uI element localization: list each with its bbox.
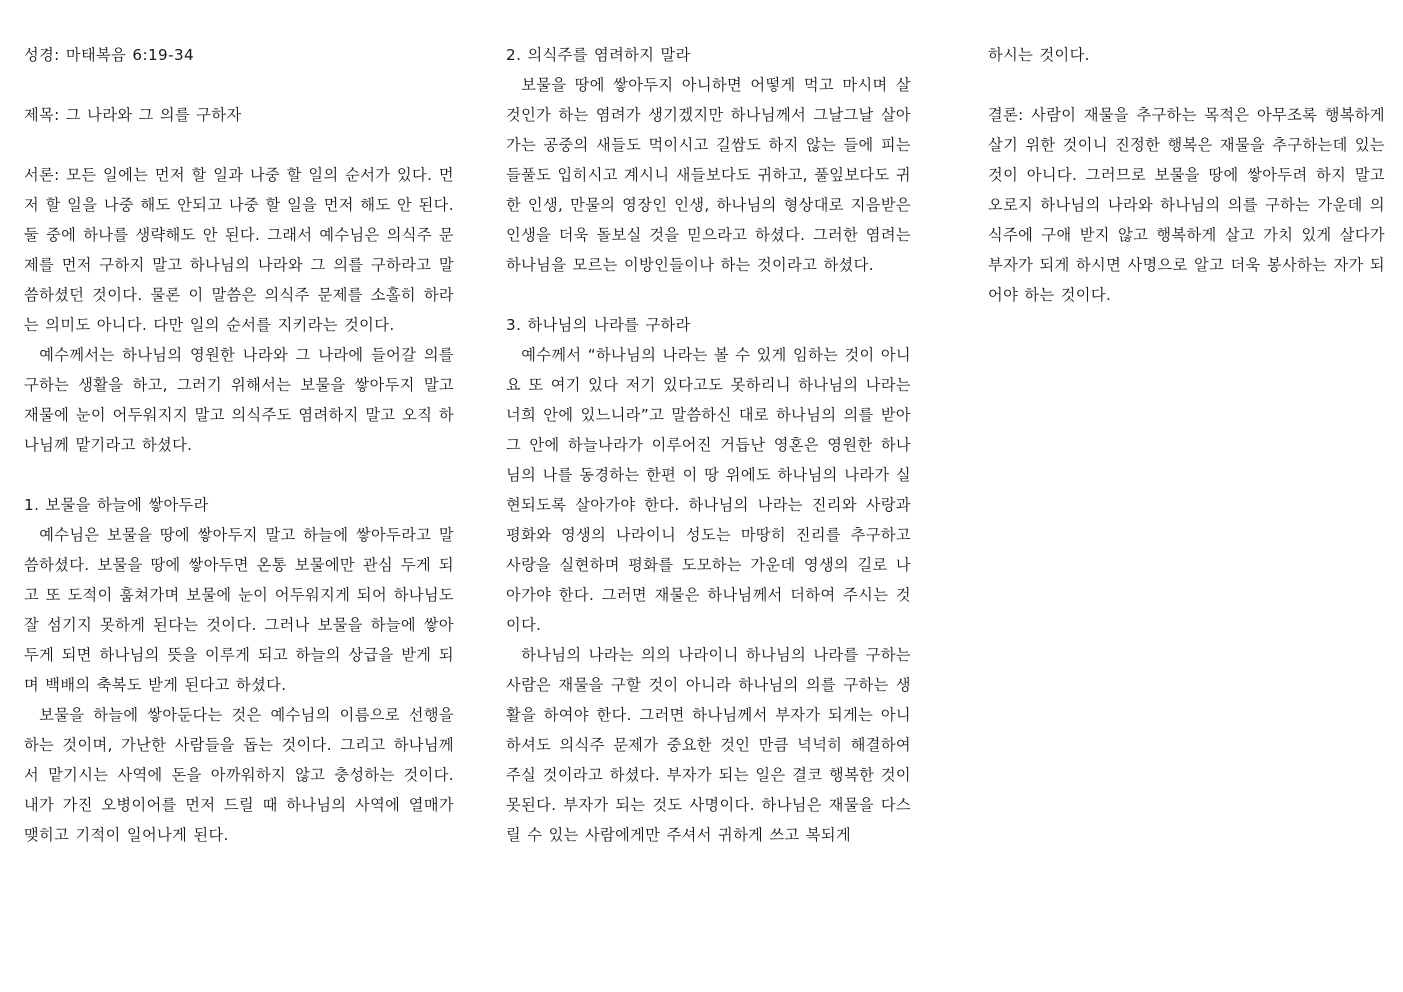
body-paragraph: 보물을 땅에 쌓아두지 아니하면 어떻게 먹고 마시며 살 것인가 하는 염려가 생기겠지만 하나님께서 그날그날 살아가는 공중의 새들도 먹이시고 길쌈도 하지 않는 들에 피는 들풀도 입히시고 계시니 새들보다도 귀하고, 풀잎보다도 귀한 인생, 만물의 영장인 인생, 하나님의 형상대로 지음받은 인생을 더욱 돌보실 것을 믿으라고 하셨다. 그러한 염려는 하나님을 모르는 이방인들이나 하는 것이라고 하셨다. <box>506 76 911 274</box>
body-paragraph: 결론: 사람이 재물을 추구하는 목적은 아무조록 행복하게 살기 위한 것이니 진정한 행복은 재물을 추구하는데 있는 것이 아니다. 그러므로 보물을 땅에 쌓아두려 하지 말고 오로지 하나님의 나라와 하나님의 의를 구하는 가운데 의식주에 구애 받지 않고 행복하게 살고 가치 있게 살다가 부자가 되게 하시면 사명으로 알고 더욱 봉사하는 자가 되어야 하는 것이다. <box>988 106 1385 304</box>
heading-line: 제목: 그 나라와 그 의를 구하자 <box>24 106 242 124</box>
body-paragraph: 보물을 하늘에 쌓아둔다는 것은 예수님의 이름으로 선행을 하는 것이며, 가난한 사람들을 돕는 것이다. 그리고 하나님께서 맡기시는 사역에 돈을 아까워하지 않고 충성하는 것이다. 내가 가진 오병이어를 먼저 드릴 때 하나님의 사역에 열매가 맺히고 기적이 일어나게 된다. <box>24 706 454 844</box>
paragraph-gap <box>988 70 1385 100</box>
heading-line: 하시는 것이다. <box>988 46 1090 64</box>
text-column-3 <box>988 40 1385 310</box>
body-paragraph: 하나님의 나라는 의의 나라이니 하나님의 나라를 구하는 사람은 재물을 구할 것이 아니라 하나님의 의를 구하는 생활을 하여야 한다. 그러면 하나님께서 부자가 되게는 아니하셔도 의식주 문제가 중요한 것인 만큼 넉넉히 해결하여 주실 것이라고 하셨다. 부자가 되는 일은 결코 행복한 것이 못된다. 부자가 되는 것도 사명이다. 하나님은 재물을 다스릴 수 있는 사람에게만 주셔서 귀하게 쓰고 복되게 <box>506 646 911 844</box>
text-column-1 <box>24 40 454 850</box>
body-paragraph: 예수께서 “하나님의 나라는 볼 수 있게 임하는 것이 아니요 또 여기 있다 저기 있다고도 못하리니 하나님의 나라는 너희 안에 있느니라”고 말씀하신 대로 하나님의 의를 받아 그 안에 하늘나라가 이루어진 거듭난 영혼은 영원한 하나님의 나를 동경하는 한편 이 땅 위에도 하나님의 나라가 실현되도록 살아가야 한다. 하나님의 나라는 진리와 사랑과 평화와 영생의 나라이니 성도는 마땅히 진리를 추구하고 사랑을 실현하며 평화를 도모하는 가운데 영생의 길로 나아가야 한다. 그러면 재물은 하나님께서 더하여 주시는 것이다. <box>506 346 911 634</box>
heading-line: 성경: 마태복음 6:19-34 <box>24 46 195 64</box>
body-paragraph: 예수께서는 하나님의 영원한 나라와 그 나라에 들어갈 의를 구하는 생활을 하고, 그러기 위해서는 보물을 쌓아두지 말고 재물에 눈이 어두워지지 말고 의식주도 염려하지 말고 오직 하나님께 맡기라고 하셨다. <box>24 346 454 454</box>
heading-line: 2. 의식주를 염려하지 말라 <box>506 46 691 64</box>
heading-line: 3. 하나님의 나라를 구하라 <box>506 316 691 334</box>
paragraph-gap <box>24 70 454 100</box>
heading-line: 1. 보물을 하늘에 쌓아두라 <box>24 496 209 514</box>
paragraph-gap <box>24 130 454 160</box>
body-paragraph: 예수님은 보물을 땅에 쌓아두지 말고 하늘에 쌓아두라고 말씀하셨다. 보물을 땅에 쌓아두면 온통 보물에만 관심 두게 되고 또 도적이 훔쳐가며 보물에 눈이 어두워지게 되어 하나님도 잘 섬기지 못하게 된다는 것이다. 그러나 보물을 하늘에 쌓아두게 되면 하나님의 뜻을 이루게 되고 하늘의 상급을 받게 되며 백배의 축복도 받게 된다고 하셨다. <box>24 526 454 694</box>
paragraph-gap <box>506 280 911 310</box>
paragraph-gap <box>24 460 454 490</box>
text-column-2 <box>506 40 911 850</box>
body-paragraph: 서론: 모든 일에는 먼저 할 일과 나중 할 일의 순서가 있다. 먼저 할 일을 나중 해도 안되고 나중 할 일을 먼저 해도 안 된다. 둘 중에 하나를 생략해도 안 된다. 그래서 예수님은 의식주 문제를 먼저 구하지 말고 하나님의 나라와 그 의를 구하라고 말씀하셨던 것이다. 물론 이 말씀은 의식주 문제를 소홀히 하라는 의미도 아니다. 다만 일의 순서를 지키라는 것이다. <box>24 166 454 334</box>
